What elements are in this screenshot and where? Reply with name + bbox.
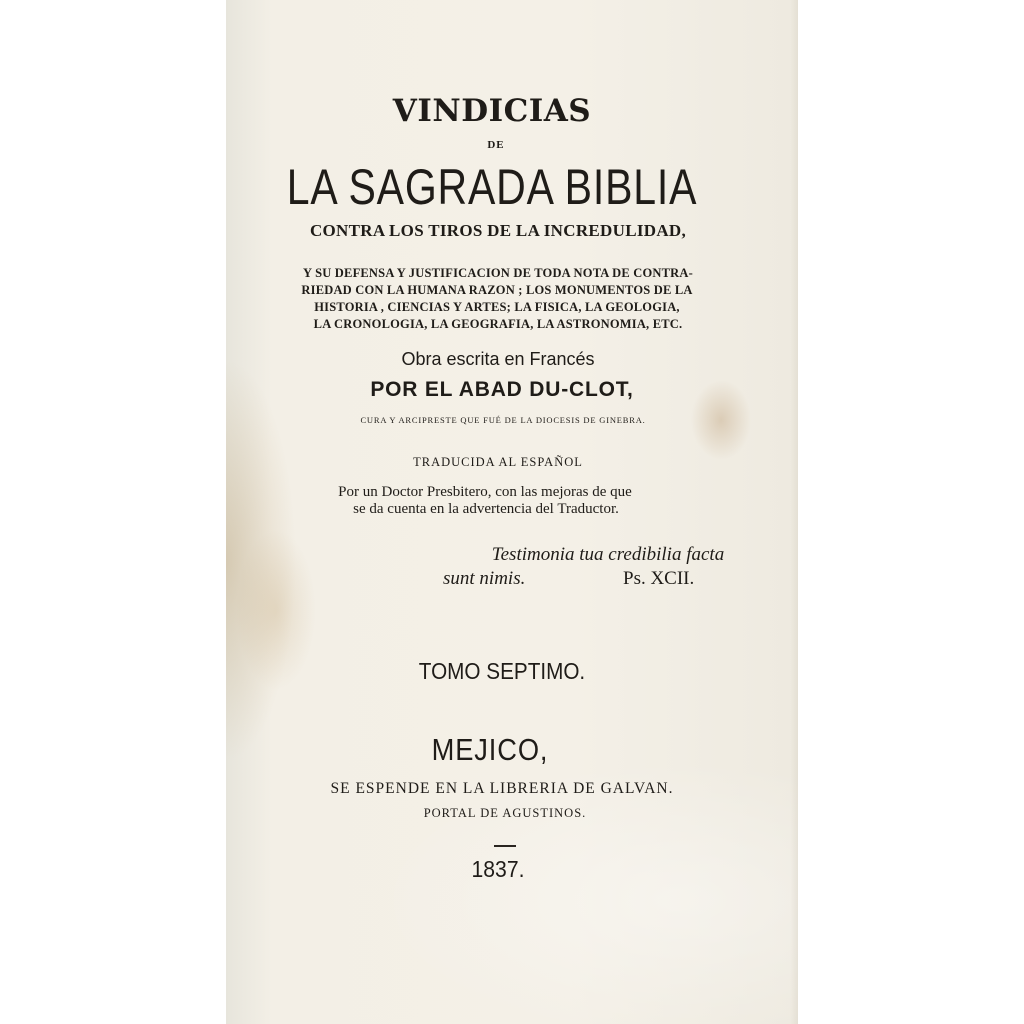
author-title-line: CURA Y ARCIPRESTE QUE FUÉ DE LA DIOCESIS DE GINEBRA.	[360, 415, 646, 425]
page-edge-shadow	[790, 0, 798, 1024]
author-line: POR EL ABAD DU-CLOT,	[370, 378, 634, 401]
title-line-2: LA SAGRADA BIBLIA	[286, 159, 698, 215]
subtitle: CONTRA LOS TIROS DE LA INCREDULIDAD,	[309, 221, 687, 240]
motto-line-1: Testimonia tua credibilia facta	[491, 544, 725, 565]
address-line: PORTAL DE AGUSTINOS.	[423, 806, 587, 820]
translator-line: se da cuenta en la advertencia del Traductor.	[353, 501, 619, 517]
seller-line: SE ESPENDE EN LA LIBRERIA DE GALVAN.	[330, 780, 674, 797]
written-in-line: Obra escrita en Francés	[401, 349, 595, 369]
title-line-1: VINDICIAS	[392, 93, 592, 129]
book-page	[226, 0, 798, 1024]
description-line: LA CRONOLOGIA, LA GEOGRAFIA, LA ASTRONOMIA, ETC.	[313, 317, 683, 331]
volume-line: TOMO SEPTIMO.	[418, 658, 586, 684]
translated-line: TRADUCIDA AL ESPAÑOL	[413, 455, 583, 469]
year-line: 1837.	[471, 856, 525, 882]
motto-source: Ps. XCII.	[623, 568, 695, 589]
description-line: RIEDAD CON LA HUMANA RAZON ; LOS MONUMENTOS DE LA	[301, 283, 693, 297]
description-line: Y SU DEFENSA Y JUSTIFICACION DE TODA NOTA DE CONTRA-	[303, 266, 693, 280]
motto-line-2: sunt nimis.	[443, 568, 526, 589]
divider-rule	[494, 845, 516, 847]
translator-line: Por un Doctor Presbitero, con las mejoras de que	[338, 484, 632, 500]
description-line: HISTORIA , CIENCIAS Y ARTES; LA FISICA, LA GEOLOGIA,	[314, 300, 680, 314]
city-line: MEJICO,	[431, 732, 549, 767]
title-connector: DE	[487, 139, 505, 151]
